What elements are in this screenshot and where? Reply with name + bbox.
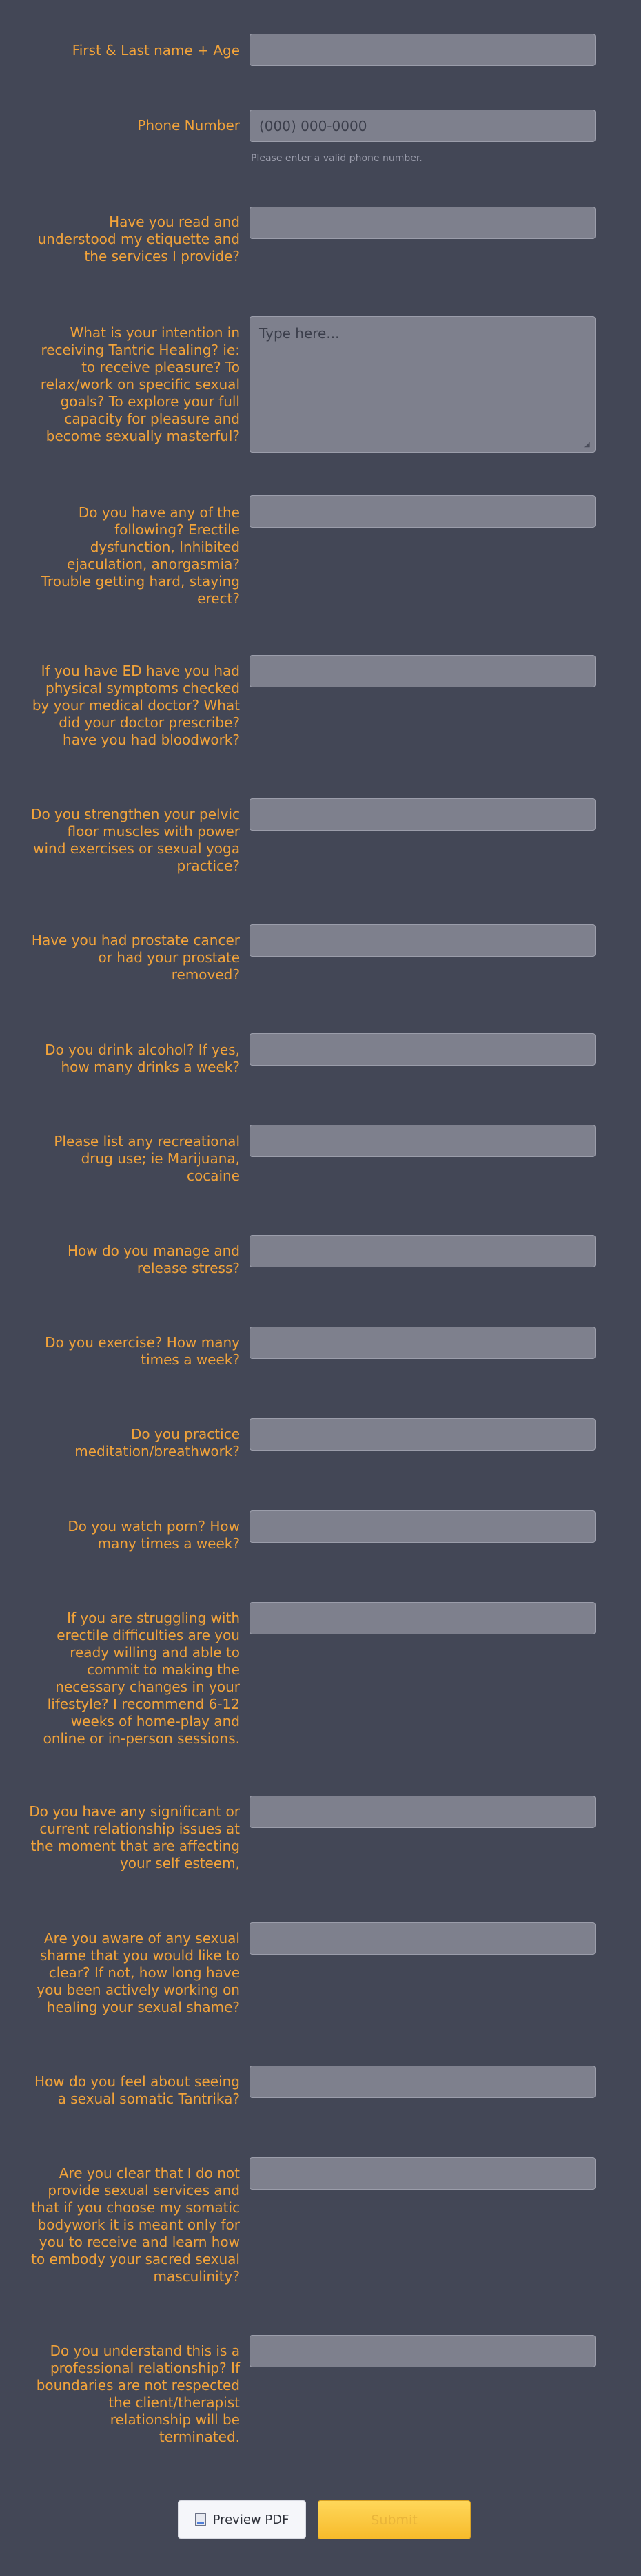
ed-checked-input[interactable] <box>250 655 596 687</box>
stress-input[interactable] <box>250 1235 596 1267</box>
professional-input[interactable] <box>250 2335 596 2367</box>
pdf-icon <box>195 2513 206 2526</box>
pelvic-floor-input[interactable] <box>250 798 596 831</box>
phone-input[interactable] <box>250 110 596 142</box>
tantrika-input[interactable] <box>250 2066 596 2098</box>
field-label: Please list any recreational drug use; ie Marijuana, cocaine <box>54 1133 240 1184</box>
intention-textarea[interactable] <box>250 316 596 453</box>
field-label: First & Last name + Age <box>72 42 240 59</box>
field-label: What is your intention in receiving Tantric Healing? ie: to receive pleasure? To relax/work on specific sexual goals? To explore your full capacity for pleasure and become sexually masterful? <box>40 324 240 444</box>
field-label: If you have ED have you had physical symptoms checked by your medical doctor? What did your doctor prescribe? have you had bloodwork? <box>32 663 240 748</box>
alcohol-input[interactable] <box>250 1033 596 1066</box>
sexual-shame-input[interactable] <box>250 1922 596 1955</box>
etiquette-input[interactable] <box>250 207 596 239</box>
field-label: Do you have any of the following? Erectile dysfunction, Inhibited ejaculation, anorgasmia? Trouble getting hard, staying erect? <box>41 504 240 607</box>
field-label: Do you have any significant or current relationship issues at the moment that are affecting your self esteem, <box>29 1803 240 1871</box>
submit-button[interactable]: Submit <box>318 2500 471 2539</box>
preview-pdf-label: Preview PDF <box>212 2512 289 2527</box>
exercise-input[interactable] <box>250 1327 596 1359</box>
phone-helper-text: Please enter a valid phone number. <box>251 153 423 164</box>
field-label: How do you feel about seeing a sexual somatic Tantrika? <box>34 2073 240 2107</box>
field-label: Phone Number <box>137 117 240 134</box>
field-label: Do you strengthen your pelvic floor muscles with power wind exercises or sexual yoga practice? <box>31 806 240 874</box>
field-label: Do you watch porn? How many times a week? <box>68 1518 240 1552</box>
field-label: Are you clear that I do not provide sexual services and that if you choose my somatic bodywork it is meant only for you to receive and learn how to embody your sacred sexual masculinity? <box>31 2165 240 2285</box>
field-label: Have you had prostate cancer or had your prostate removed? <box>31 932 240 983</box>
preview-pdf-button[interactable] <box>178 2500 306 2539</box>
field-label: If you are struggling with erectile difficulties are you ready willing and able to commit to making the necessary changes in your lifestyle? I recommend 6-12 weeks of home-play and online or in-person sessions. <box>43 1610 240 1747</box>
field-label: Do you drink alcohol? If yes, how many drinks a week? <box>45 1041 240 1075</box>
services-clear-input[interactable] <box>250 2157 596 2190</box>
prostate-input[interactable] <box>250 924 596 957</box>
drug-use-input[interactable] <box>250 1125 596 1157</box>
field-label: Do you exercise? How many times a week? <box>45 1334 240 1368</box>
field-label: Have you read and understood my etiquette and the services I provide? <box>37 214 240 264</box>
relationship-input[interactable] <box>250 1796 596 1828</box>
form-footer <box>0 2475 641 2576</box>
field-label: Do you understand this is a professional relationship? If boundaries are not respected the client/therapist relationship will be terminated. <box>36 2343 240 2445</box>
field-label: Do you practice meditation/breathwork? <box>74 1426 240 1460</box>
meditation-input[interactable] <box>250 1418 596 1451</box>
field-label: Are you aware of any sexual shame that you would like to clear? If not, how long have you been actively working on healing your sexual shame? <box>37 1930 240 2015</box>
resize-handle-icon[interactable]: ◢ <box>584 441 590 448</box>
field-label: How do you manage and release stress? <box>67 1243 240 1276</box>
commitment-input[interactable] <box>250 1602 596 1634</box>
porn-input[interactable] <box>250 1510 596 1543</box>
conditions-input[interactable] <box>250 495 596 528</box>
name-age-input[interactable] <box>250 34 596 66</box>
